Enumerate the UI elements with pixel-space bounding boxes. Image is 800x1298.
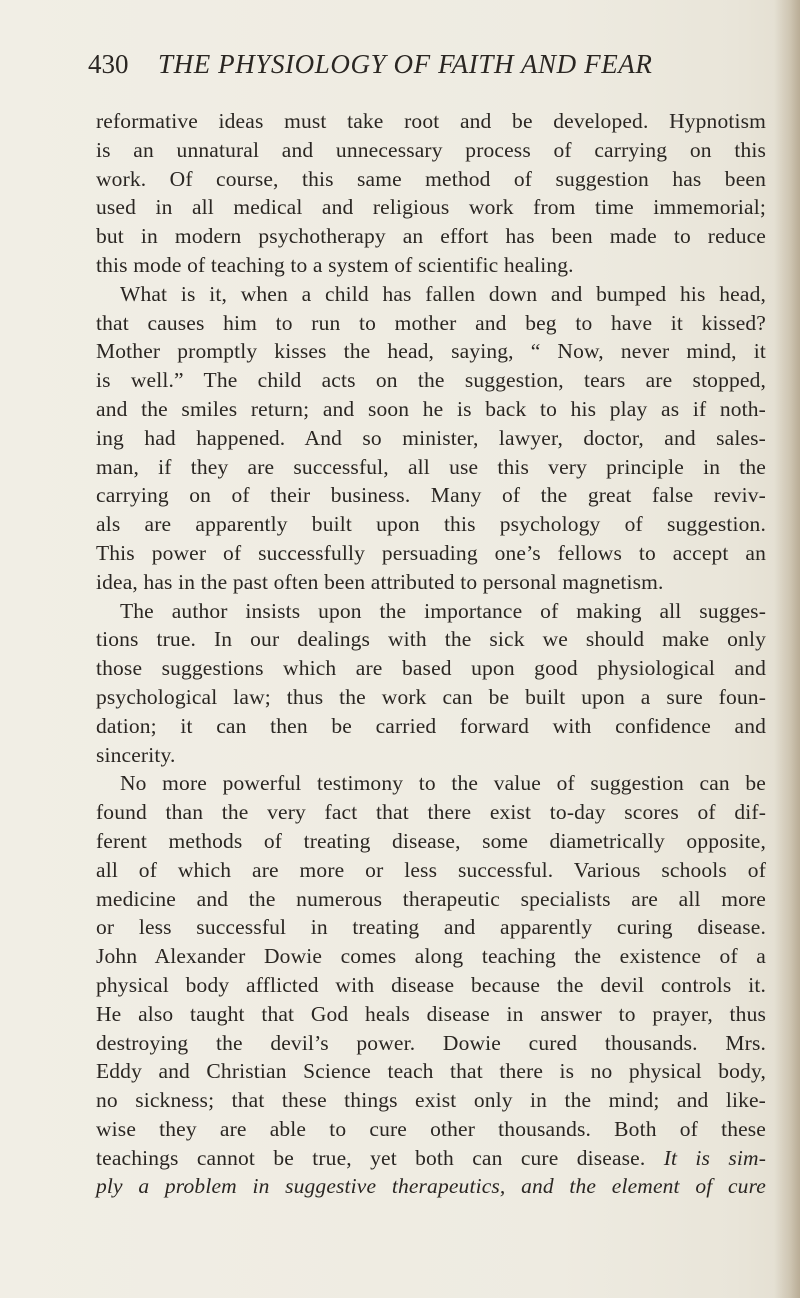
- text-line: no sickness; that these things exist only in the mind; and like-: [96, 1088, 766, 1113]
- text-line: ing had happened. And so minister, lawyer, doctor, and sales-: [96, 425, 766, 450]
- text-line: and the smiles return; and soon he is back to his play as if noth-: [96, 396, 766, 421]
- text-line: medicine and the numerous therapeutic specialists are all more: [96, 886, 766, 911]
- body-text: [96, 107, 766, 1201]
- text-line: ferent methods of treating disease, some diametrically opposite,: [96, 828, 766, 853]
- running-title: THE PHYSIOLOGY OF FAITH AND FEAR: [158, 49, 653, 79]
- text-line: all of which are more or less successful. Various schools of: [96, 857, 766, 882]
- text-line: or less successful in treating and apparently curing disease.: [96, 915, 766, 940]
- text-line: carrying on of their business. Many of the great false reviv-: [96, 483, 766, 508]
- page-header: [88, 48, 768, 80]
- italic-text-line: ply a problem in suggestive therapeutics, and the element of cure: [96, 1174, 766, 1199]
- text-line: those suggestions which are based upon good physiological and: [96, 656, 766, 681]
- text-line: this mode of teaching to a system of scientific healing.: [96, 252, 574, 277]
- text-line: work. Of course, this same method of suggestion has been: [96, 166, 766, 191]
- text-line: but in modern psychotherapy an effort has been made to reduce: [96, 224, 766, 249]
- text-segment: teachings cannot be true, yet both can cure disease.: [96, 1145, 646, 1170]
- text-line: tions true. In our dealings with the sick we should make only: [96, 627, 766, 652]
- page-edge-shadow: [774, 0, 800, 1298]
- text-line: He also taught that God heals disease in answer to prayer, thus: [96, 1001, 766, 1026]
- text-line: wise they are able to cure other thousands. Both of these: [96, 1116, 766, 1141]
- text-line: is an unnatural and unnecessary process of carrying on this: [96, 137, 766, 162]
- text-line: used in all medical and religious work from time immemorial;: [96, 195, 766, 220]
- text-line-mixed: [96, 1144, 766, 1173]
- text-line: is well.” The child acts on the suggestion, tears are stopped,: [96, 368, 766, 393]
- text-line: that causes him to run to mother and beg to have it kissed?: [96, 310, 766, 335]
- paragraph-start-line: What is it, when a child has fallen down and bumped his head,: [120, 281, 766, 306]
- text-line: This power of successfully persuading one’s fellows to accept an: [96, 540, 766, 565]
- text-line: John Alexander Dowie comes along teaching the existence of a: [96, 944, 766, 969]
- paragraph-start-line: The author insists upon the importance of making all sugges-: [120, 598, 766, 623]
- text-line: dation; it can then be carried forward with confidence and: [96, 713, 766, 738]
- text-line: physical body afflicted with disease because the devil controls it.: [96, 972, 766, 997]
- text-line: destroying the devil’s power. Dowie cured thousands. Mrs.: [96, 1030, 766, 1055]
- text-line: Mother promptly kisses the head, saying, “ Now, never mind, it: [96, 339, 766, 364]
- text-line: als are apparently built upon this psychology of suggestion.: [96, 512, 766, 537]
- text-line: man, if they are successful, all use this very principle in the: [96, 454, 766, 479]
- text-line: reformative ideas must take root and be developed. Hypnotism: [96, 109, 766, 133]
- italic-text-segment: It is sim-: [663, 1145, 767, 1170]
- text-line: idea, has in the past often been attributed to personal magnetism.: [96, 569, 664, 594]
- text-line: Eddy and Christian Science teach that there is no physical body,: [96, 1059, 766, 1084]
- page-number: 430: [88, 49, 129, 79]
- paragraph-start-line: No more powerful testimony to the value of suggestion can be: [120, 771, 766, 796]
- text-line: sincerity.: [96, 742, 176, 767]
- text-line: psychological law; thus the work can be built upon a sure foun-: [96, 684, 766, 709]
- text-line: found than the very fact that there exist to-day scores of dif-: [96, 800, 766, 825]
